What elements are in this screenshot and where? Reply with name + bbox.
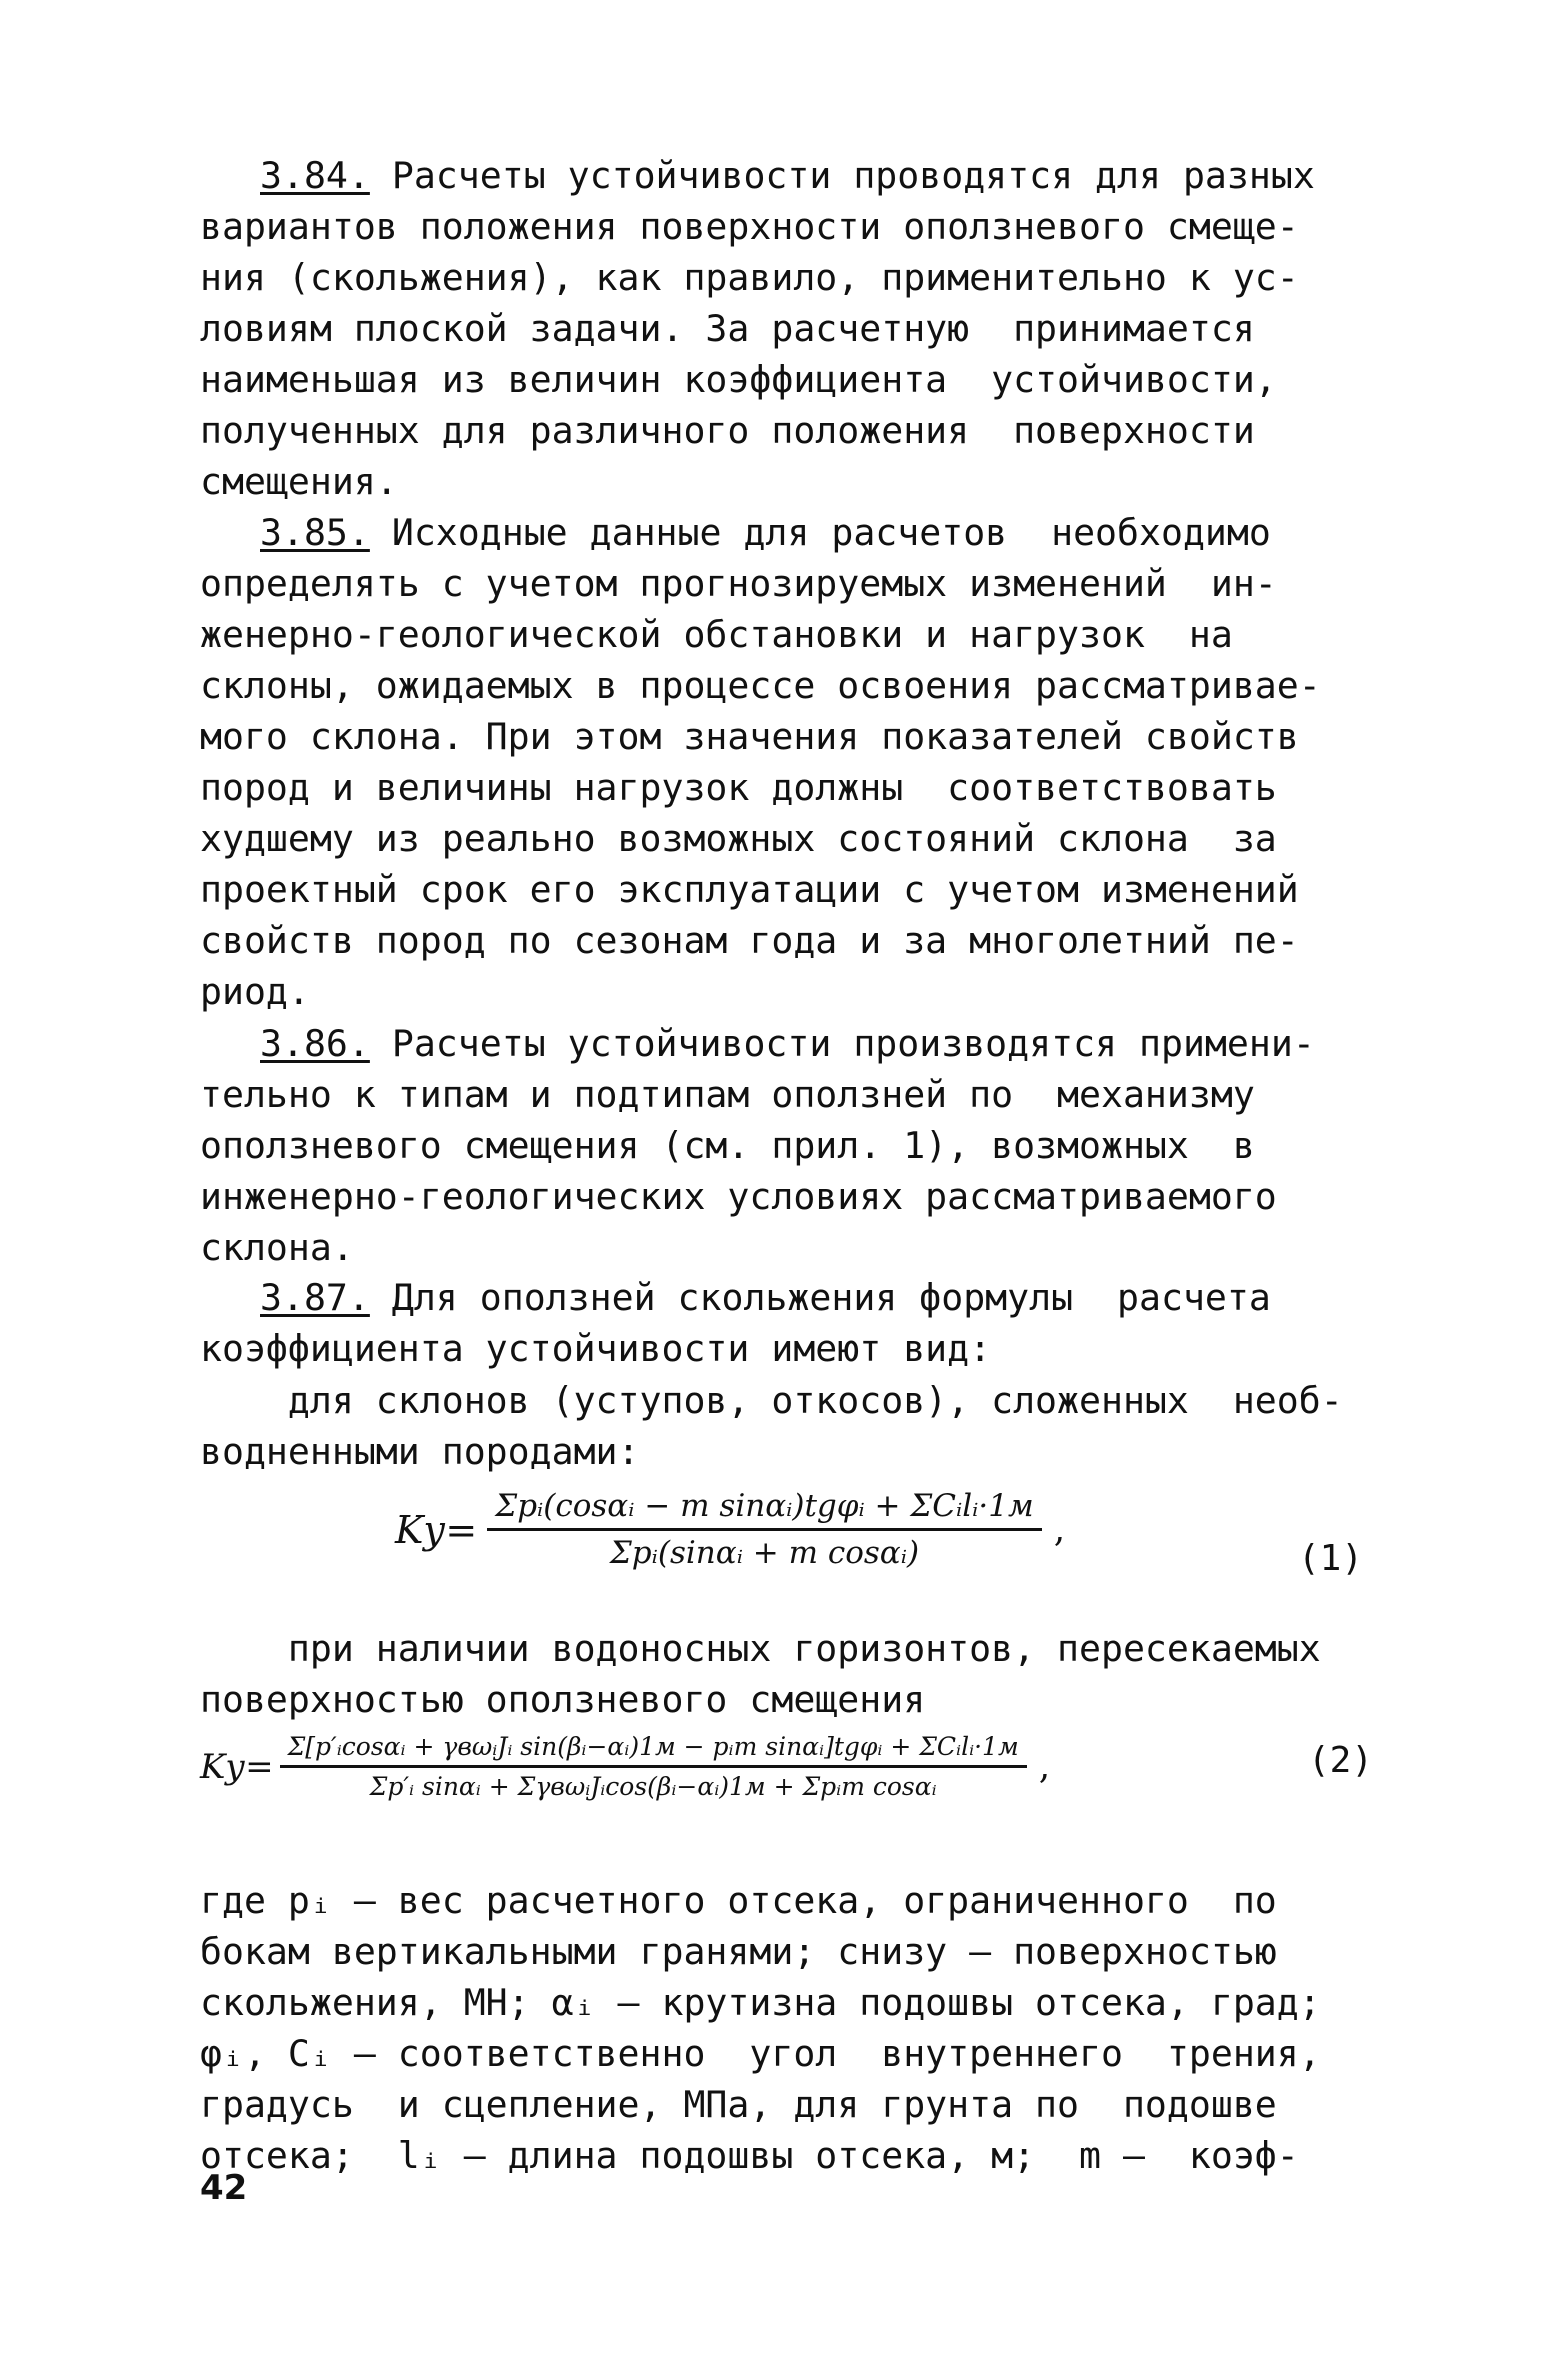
text-line: для склонов (уступов, откосов), сложенных необ- — [200, 1379, 1343, 1422]
text-line: отсека; lᵢ – длина подошвы отсека, м; m – коэф- — [200, 2134, 1299, 2177]
formula-numerator: Σ[p′ᵢcosαᵢ + γвωᵢJᵢ sin(βᵢ−αᵢ)1м − pᵢm sinαᵢ]tgφᵢ + ΣCᵢlᵢ·1м — [280, 1732, 1027, 1768]
paragraph-3-84 — [200, 150, 1380, 507]
paragraph-3-87 — [200, 1272, 1380, 1374]
clause-number: 3.86. — [260, 1022, 370, 1065]
page-number: 42 — [200, 2168, 248, 2208]
paragraph-3-85 — [200, 507, 1380, 1017]
intro-unwatered-slopes — [200, 1375, 1380, 1477]
text-line: Расчеты устойчивости производятся примени- — [369, 1022, 1315, 1065]
text-line: Для оползней скольжения формулы расчета — [369, 1276, 1271, 1319]
text-line: φᵢ, Cᵢ – соответственно угол внутреннего трения, — [200, 2032, 1321, 2075]
paragraph-3-86 — [200, 1018, 1380, 1273]
text-line: Расчеты устойчивости проводятся для разных — [369, 154, 1315, 197]
text-line: свойств пород по сезонам года и за многолетний пе- — [200, 919, 1299, 962]
formula-denominator: Σpᵢ(sinαᵢ + m cosαᵢ) — [609, 1535, 920, 1571]
text-line: ловиям плоской задачи. За расчетную принимается — [200, 307, 1255, 350]
text-line: бокам вертикальными гранями; снизу – поверхностью — [200, 1930, 1277, 1973]
formula-numerator: Σpᵢ(cosαᵢ − m sinαᵢ)tgφᵢ + ΣCᵢlᵢ·1м — [487, 1488, 1041, 1531]
text-line: мого склона. При этом значения показателей свойств — [200, 715, 1299, 758]
equation-number: (1) — [1298, 1538, 1364, 1579]
formula-1 — [395, 1488, 1155, 1571]
formula-comma: , — [1053, 1509, 1066, 1550]
text-line: оползневого смещения (см. прил. 1), возможных в — [200, 1124, 1255, 1167]
text-line: ния (скольжения), как правило, применительно к ус- — [200, 256, 1299, 299]
text-line: поверхностью оползневого смещения — [200, 1678, 926, 1721]
text-line: градусь и сцепление, МПа, для грунта по подошве — [200, 2083, 1277, 2126]
where-definitions — [200, 1875, 1380, 2181]
text-line: тельно к типам и подтипам оползней по механизму — [200, 1073, 1255, 1116]
text-line: риод. — [200, 970, 310, 1013]
formula-lhs: Kу= — [200, 1746, 274, 1787]
formula-lhs: Kу= — [395, 1507, 478, 1552]
text-line: при наличии водоносных горизонтов, пересекаемых — [200, 1627, 1321, 1670]
text-line: худшему из реально возможных состояний склона за — [200, 817, 1277, 860]
text-line: женерно-геологической обстановки и нагрузок на — [200, 613, 1233, 656]
intro-aquifers — [200, 1623, 1380, 1725]
text-line: склона. — [200, 1226, 354, 1269]
text-line: определять с учетом прогнозируемых изменений ин- — [200, 562, 1277, 605]
text-line: коэффициента устойчивости имеют вид: — [200, 1327, 992, 1370]
formula-denominator: Σp′ᵢ sinαᵢ + ΣγвωᵢJᵢcos(βᵢ−αᵢ)1м + Σpᵢm cosαᵢ — [369, 1772, 937, 1801]
text-line: вариантов положения поверхности оползневого смеще- — [200, 205, 1299, 248]
text-line: смещения. — [200, 460, 398, 503]
equation-number: (2) — [1308, 1740, 1374, 1781]
clause-number: 3.87. — [260, 1276, 370, 1319]
text-line: Исходные данные для расчетов необходимо — [369, 511, 1271, 554]
text-line: скольжения, МН; αᵢ – крутизна подошвы отсека, град; — [200, 1981, 1321, 2024]
text-line: проектный срок его эксплуатации с учетом изменений — [200, 868, 1299, 911]
text-line: склоны, ожидаемых в процессе освоения рассматривае- — [200, 664, 1321, 707]
formula-2 — [200, 1732, 1330, 1801]
clause-number: 3.84. — [260, 154, 370, 197]
text-line: водненными породами: — [200, 1430, 640, 1473]
text-line: наименьшая из величин коэффициента устойчивости, — [200, 358, 1277, 401]
formula-comma: , — [1038, 1746, 1051, 1787]
clause-number: 3.85. — [260, 511, 370, 554]
text-line: где pᵢ – вес расчетного отсека, ограниченного по — [200, 1879, 1277, 1922]
text-line: полученных для различного положения поверхности — [200, 409, 1255, 452]
text-line: инженерно-геологических условиях рассматриваемого — [200, 1175, 1277, 1218]
text-line: пород и величины нагрузок должны соответствовать — [200, 766, 1277, 809]
